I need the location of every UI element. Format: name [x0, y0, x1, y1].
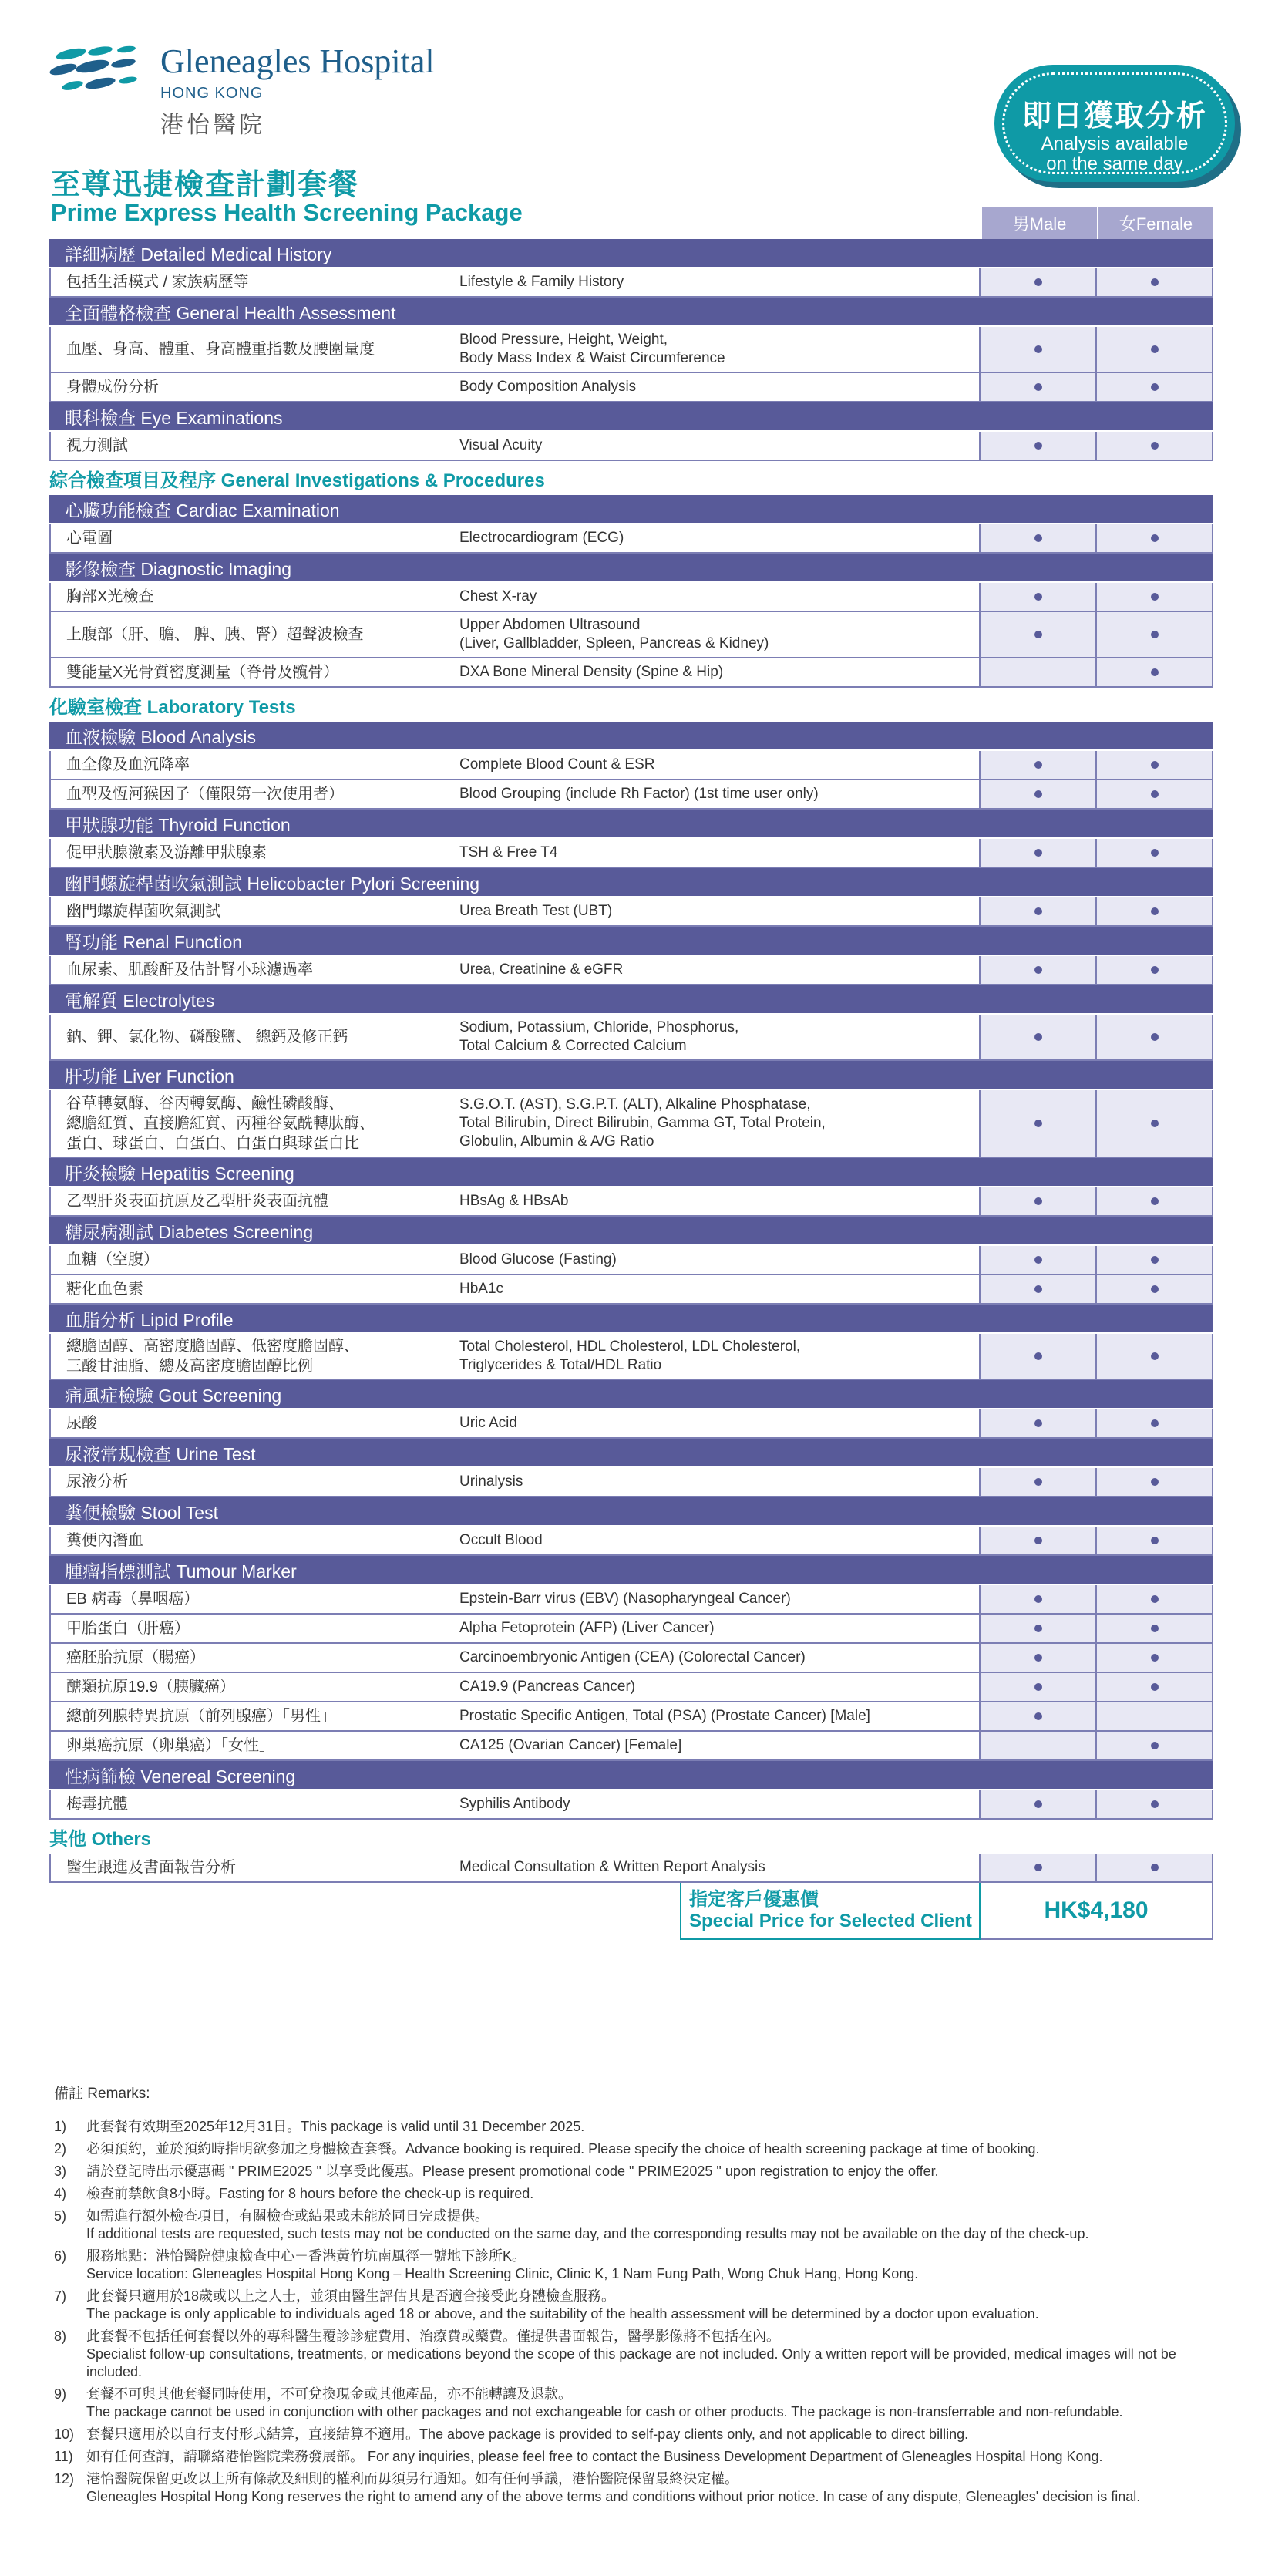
remark-text: 此套餐有效期至2025年12月31日。This package is valid until 31 December 2025. [86, 2119, 585, 2134]
remark-number: 10) [54, 2426, 75, 2442]
included-dot-icon [1034, 345, 1042, 353]
included-dot-icon [1151, 1256, 1159, 1264]
table-row [49, 1468, 1213, 1497]
price-label-en: Special Price for Selected Client [689, 1911, 972, 1931]
included-dot-icon [1151, 1595, 1159, 1603]
male-cell [979, 1334, 1095, 1379]
item-name-zh: 糖化血色素 [66, 1281, 143, 1298]
table-row [49, 327, 1213, 373]
item-name-en: TSH & Free T4 [459, 844, 558, 860]
price-label-zh: 指定客戶優惠價 [689, 1889, 819, 1910]
remark-item [54, 2288, 1226, 2323]
item-name-en: Urea, Creatinine & eGFR [459, 961, 624, 978]
included-dot-icon [1034, 1864, 1042, 1871]
remark-text: 請於登記時出示優惠碼 " PRIME2025 " 以享受此優惠。Please present promotional code " PRIME2025 " upon registration to enjoy the offer. [86, 2164, 939, 2179]
item-name-zh: 雙能量X光骨質密度測量（脊骨及髖骨） [66, 664, 339, 681]
female-cell [1095, 432, 1212, 460]
hospital-logo [48, 43, 435, 140]
item-name-zh: 血型及恆河猴因子（僅限第一次使用者） [66, 786, 344, 803]
section-heading: 化驗室檢查 Laboratory Tests [49, 697, 296, 718]
included-dot-icon [1034, 1712, 1042, 1720]
item-name-en: Uric Acid [459, 1415, 517, 1431]
included-dot-icon [1034, 278, 1042, 286]
included-dot-icon [1151, 383, 1159, 391]
remark-item [54, 2140, 1226, 2158]
male-cell [979, 524, 1095, 552]
category-header: 糖尿病測試 Diabetes Screening [49, 1217, 1213, 1246]
included-dot-icon [1034, 1033, 1042, 1041]
item-name-zh: 視力測試 [66, 437, 128, 454]
male-cell [979, 1644, 1095, 1672]
item-name-en: Prostatic Specific Antigen, Total (PSA) (Prostate Cancer) [Male] [459, 1708, 870, 1724]
included-dot-icon [1034, 761, 1042, 769]
male-cell [979, 1732, 1095, 1759]
included-dot-icon [1034, 442, 1042, 450]
remark-number: 8) [54, 2329, 67, 2344]
included-dot-icon [1034, 1256, 1042, 1264]
remark-text: 套餐只適用於以自行支付形式結算，直接結算不適用。The above package is provided to self-pay clients only, and not applicable to direct billing. [86, 2426, 969, 2442]
category-header: 性病篩檢 Venereal Screening [49, 1761, 1213, 1790]
item-name-zh: 梅毒抗體 [66, 1796, 128, 1813]
item-name-en: Epstein-Barr virus (EBV) (Nasopharyngeal Cancer) [459, 1591, 791, 1607]
female-cell [1095, 1854, 1212, 1881]
column-male: 男Male [981, 207, 1097, 239]
male-cell [979, 327, 1095, 372]
table-row [49, 1015, 1213, 1061]
item-name-en: Visual Acuity [459, 437, 543, 453]
table-row [49, 658, 1213, 688]
remark-item [54, 2448, 1226, 2466]
included-dot-icon [1151, 1352, 1159, 1360]
item-name-zh: 糞便內潛血 [66, 1532, 143, 1549]
item-name-en: Blood Glucose (Fasting) [459, 1251, 617, 1268]
package-title-zh: 至尊迅捷檢查計劃套餐 [51, 169, 360, 201]
male-cell [979, 897, 1095, 925]
female-cell [1095, 1527, 1212, 1554]
included-dot-icon [1151, 1537, 1159, 1544]
item-name-zh: 血全像及血沉降率 [66, 756, 190, 773]
remark-item [54, 2386, 1226, 2421]
included-dot-icon [1034, 1478, 1042, 1486]
category-header: 幽門螺旋桿菌吹氣測試 Helicobacter Pylori Screening [49, 868, 1213, 897]
female-cell [1095, 524, 1212, 552]
included-dot-icon [1151, 1033, 1159, 1041]
remark-item [54, 2185, 1226, 2203]
male-cell [979, 1585, 1095, 1613]
item-name-zh: 包括生活模式 / 家族病歷等 [66, 274, 249, 291]
included-dot-icon [1151, 1864, 1159, 1871]
male-cell [979, 780, 1095, 808]
male-cell [979, 1187, 1095, 1215]
item-name-en: Upper Abdomen Ultrasound (Liver, Gallbladder, Spleen, Pancreas & Kidney) [459, 617, 769, 652]
female-cell [1095, 1187, 1212, 1215]
remark-number: 7) [54, 2288, 67, 2304]
remarks-list [54, 2118, 1226, 2506]
remark-text: 港怡醫院保留更改以上所有條款及細則的權利而毋須另行通知。如有任何爭議，港怡醫院保留最終決定權。 Gleneagles Hospital Hong Kong reserves the right to amend any of the above terms and conditions without prior notice. In case of any dispute, Gleneagles' decision is final. [86, 2471, 1141, 2504]
item-name-zh: 鈉、鉀、氯化物、磷酸鹽、 總鈣及修正鈣 [66, 1029, 348, 1046]
item-name-en: Chest X-ray [459, 588, 537, 604]
price-label [680, 1883, 981, 1940]
column-headers [49, 207, 1213, 239]
item-name-en: HbA1c [459, 1281, 504, 1297]
female-cell [1095, 956, 1212, 984]
table-row [49, 1854, 1213, 1883]
table-row [49, 1585, 1213, 1615]
table-row [49, 268, 1213, 298]
table-row [49, 751, 1213, 780]
item-name-en: Medical Consultation & Written Report Analysis [459, 1859, 765, 1875]
included-dot-icon [1034, 1800, 1042, 1808]
category-header: 糞便檢驗 Stool Test [49, 1497, 1213, 1527]
item-name-zh: 血壓、身高、體重、身高體重指數及腰圍量度 [66, 341, 375, 358]
male-cell [979, 1468, 1095, 1496]
male-cell [979, 583, 1095, 611]
female-cell [1095, 1275, 1212, 1303]
female-cell [1095, 1585, 1212, 1613]
remark-number: 3) [54, 2164, 67, 2179]
table-row [49, 612, 1213, 658]
included-dot-icon [1034, 1683, 1042, 1691]
remark-item [54, 2328, 1226, 2381]
item-name-zh: 血糖（空腹） [66, 1251, 159, 1268]
included-dot-icon [1034, 1352, 1042, 1360]
table-row [49, 1409, 1213, 1439]
included-dot-icon [1034, 383, 1042, 391]
same-day-badge [994, 65, 1235, 182]
section-heading: 其他 Others [49, 1829, 152, 1850]
category-header: 全面體格檢查 General Health Assessment [49, 298, 1213, 327]
item-name-zh: 谷草轉氨酶、谷丙轉氨酶、鹼性磷酸酶、 總膽紅質、直接膽紅質、丙種谷氨酰轉肽酶、 蛋白、球蛋白、白蛋白、白蛋白與球蛋白比 [66, 1095, 375, 1152]
column-female: 女Female [1097, 207, 1213, 239]
male-cell [979, 1246, 1095, 1274]
female-cell [1095, 327, 1212, 372]
remark-number: 11) [54, 2449, 73, 2464]
remark-text: 如有任何查詢，請聯絡港怡醫院業務發展部。 For any inquiries, please feel free to contact the Business Development Department of Gleneagles Hospital Hong Kong. [86, 2449, 1103, 2464]
category-header: 腎功能 Renal Function [49, 927, 1213, 956]
female-cell [1095, 658, 1212, 686]
remark-number: 9) [54, 2386, 67, 2402]
included-dot-icon [1151, 1419, 1159, 1427]
table-row [49, 524, 1213, 554]
included-dot-icon [1034, 1120, 1042, 1127]
male-cell [979, 1275, 1095, 1303]
female-cell [1095, 1409, 1212, 1437]
category-header: 痛風症檢驗 Gout Screening [49, 1380, 1213, 1409]
package-title-en: Prime Express Health Screening Package [51, 199, 523, 226]
male-cell [979, 658, 1095, 686]
item-name-zh: 卵巢癌抗原（卵巢癌）「女性」 [66, 1737, 274, 1754]
page-header [0, 0, 1275, 224]
category-header: 尿液常規檢查 Urine Test [49, 1439, 1213, 1468]
remark-item [54, 2426, 1226, 2443]
included-dot-icon [1034, 849, 1042, 857]
brand-subtitle: HONG KONG [160, 85, 264, 102]
badge-title-zh: 即日獲取分析 [1021, 100, 1207, 133]
included-dot-icon [1034, 907, 1042, 915]
male-cell [979, 612, 1095, 657]
table-row [49, 780, 1213, 810]
item-name-zh: 胸部X光檢查 [66, 588, 154, 605]
male-cell [979, 1015, 1095, 1059]
item-name-zh: 幽門螺旋桿菌吹氣測試 [66, 903, 220, 920]
item-name-en: Body Composition Analysis [459, 379, 637, 395]
male-cell [979, 1790, 1095, 1818]
table-row [49, 897, 1213, 927]
female-cell [1095, 1090, 1212, 1157]
female-cell [1095, 1644, 1212, 1672]
remarks-section [54, 2082, 1226, 2510]
remark-item [54, 2248, 1226, 2283]
female-cell [1095, 268, 1212, 296]
remark-text: 服務地點：港怡醫院健康檢查中心－香港黃竹坑南風徑一號地下診所K。 Service location: Gleneagles Hospital Hong Kong – Health Screening Clinic, Clinic K, 1 Nam Fung Path, Wong Chuk Hang, Hong Kong. [86, 2248, 919, 2281]
category-header: 甲狀腺功能 Thyroid Function [49, 810, 1213, 839]
included-dot-icon [1151, 1683, 1159, 1691]
table-row [49, 1732, 1213, 1761]
included-dot-icon [1151, 442, 1159, 450]
remark-number: 4) [54, 2186, 67, 2201]
item-name-en: DXA Bone Mineral Density (Spine & Hip) [459, 664, 724, 680]
female-cell [1095, 1015, 1212, 1059]
male-cell [979, 1702, 1095, 1730]
remark-number: 2) [54, 2141, 67, 2157]
remark-text: 此套餐不包括任何套餐以外的專科醫生覆診診症費用、治療費或藥費。僅提供書面報告，醫學影像將不包括在內。 Specialist follow-up consultations, treatments, or medications beyond the scope of this package are not included. Only a written report will be provided, medical images will not be included. [86, 2329, 1176, 2379]
item-name-en: Occult Blood [459, 1532, 543, 1548]
category-header: 血脂分析 Lipid Profile [49, 1305, 1213, 1334]
female-cell [1095, 1615, 1212, 1642]
item-name-zh: 尿液分析 [66, 1473, 128, 1490]
item-name-en: Urinalysis [459, 1473, 523, 1490]
category-header: 詳細病歷 Detailed Medical History [49, 239, 1213, 268]
male-cell [979, 1615, 1095, 1642]
item-name-en: Blood Pressure, Height, Weight, Body Mass Index & Waist Circumference [459, 332, 725, 366]
category-header: 心臟功能檢查 Cardiac Examination [49, 495, 1213, 524]
remark-text: 檢查前禁飲食8小時。Fasting for 8 hours before the check-up is required. [86, 2186, 534, 2201]
table-row [49, 1334, 1213, 1380]
item-name-en: Alpha Fetoprotein (AFP) (Liver Cancer) [459, 1620, 715, 1636]
included-dot-icon [1034, 966, 1042, 974]
table-row [49, 1673, 1213, 1702]
item-name-zh: 醫生跟進及書面報告分析 [66, 1859, 236, 1876]
female-cell [1095, 373, 1212, 401]
included-dot-icon [1151, 278, 1159, 286]
table-row [49, 1275, 1213, 1305]
table-row [49, 1090, 1213, 1158]
included-dot-icon [1151, 790, 1159, 798]
included-dot-icon [1151, 1800, 1159, 1808]
included-dot-icon [1151, 534, 1159, 542]
included-dot-icon [1151, 1478, 1159, 1486]
female-cell [1095, 1702, 1212, 1730]
included-dot-icon [1151, 1742, 1159, 1749]
table-row [49, 1246, 1213, 1275]
table-row [49, 432, 1213, 461]
category-header: 肝炎檢驗 Hepatitis Screening [49, 1158, 1213, 1187]
female-cell [1095, 1468, 1212, 1496]
included-dot-icon [1034, 1285, 1042, 1293]
female-cell [1095, 1246, 1212, 1274]
male-cell [979, 1854, 1095, 1881]
table-body [49, 239, 1213, 1883]
price-row [49, 1883, 1213, 1940]
item-name-en: Blood Grouping (include Rh Factor) (1st time user only) [459, 786, 819, 802]
remark-text: 必須預約，並於預約時指明欲參加之身體檢查套餐。Advance booking is required. Please specify the choice of health screening package at time of booking. [86, 2141, 1040, 2157]
included-dot-icon [1151, 1625, 1159, 1632]
category-header: 腫瘤指標測試 Tumour Marker [49, 1556, 1213, 1585]
male-cell [979, 839, 1095, 867]
included-dot-icon [1034, 631, 1042, 638]
item-name-en: Syphilis Antibody [459, 1796, 570, 1812]
item-name-en: HBsAg & HBsAb [459, 1193, 569, 1209]
table-row [49, 1644, 1213, 1673]
included-dot-icon [1034, 1625, 1042, 1632]
included-dot-icon [1151, 1285, 1159, 1293]
category-header: 血液檢驗 Blood Analysis [49, 722, 1213, 751]
item-name-zh: 血尿素、肌酸酐及估計腎小球濾過率 [66, 961, 313, 978]
remark-item [54, 2470, 1226, 2506]
table-row [49, 373, 1213, 402]
female-cell [1095, 1334, 1212, 1379]
female-cell [1095, 751, 1212, 779]
section-heading: 綜合檢查項目及程序 General Investigations & Procedures [49, 470, 545, 491]
included-dot-icon [1034, 1537, 1042, 1544]
item-name-zh: 總膽固醇、高密度膽固醇、低密度膽固醇、 三酸甘油脂、總及高密度膽固醇比例 [66, 1338, 359, 1375]
category-header: 電解質 Electrolytes [49, 985, 1213, 1015]
male-cell [979, 1409, 1095, 1437]
item-name-zh: 尿酸 [66, 1415, 97, 1432]
item-name-en: Urea Breath Test (UBT) [459, 903, 613, 919]
remark-number: 1) [54, 2119, 67, 2134]
item-name-zh: 促甲狀腺激素及游離甲狀腺素 [66, 844, 267, 861]
included-dot-icon [1034, 1654, 1042, 1662]
included-dot-icon [1151, 668, 1159, 676]
item-name-en: Sodium, Potassium, Chloride, Phosphorus, Total Calcium & Corrected Calcium [459, 1019, 739, 1054]
item-name-zh: 癌胚胎抗原（腸癌） [66, 1649, 205, 1666]
included-dot-icon [1151, 345, 1159, 353]
female-cell [1095, 839, 1212, 867]
female-cell [1095, 612, 1212, 657]
remark-text: 此套餐只適用於18歲或以上之人士，並須由醫生評估其是否適合接受此身體檢查服務。 The package is only applicable to individuals aged 18 or above, and the suitability of the health assessment will be determined by a doctor upon evaluation. [86, 2288, 1039, 2322]
female-cell [1095, 897, 1212, 925]
category-header: 肝功能 Liver Function [49, 1061, 1213, 1090]
item-name-en: CA125 (Ovarian Cancer) [Female] [459, 1737, 682, 1753]
male-cell [979, 373, 1095, 401]
included-dot-icon [1151, 593, 1159, 601]
item-name-zh: 身體成份分析 [66, 379, 159, 396]
item-name-zh: 甲胎蛋白（肝癌） [66, 1620, 190, 1637]
male-cell [979, 751, 1095, 779]
table-row [49, 839, 1213, 868]
included-dot-icon [1034, 1197, 1042, 1205]
category-header: 影像檢查 Diagnostic Imaging [49, 554, 1213, 583]
male-cell [979, 1527, 1095, 1554]
remark-number: 6) [54, 2248, 67, 2264]
item-name-en: Lifestyle & Family History [459, 274, 624, 290]
price-value: HK$4,180 [981, 1883, 1213, 1940]
included-dot-icon [1034, 790, 1042, 798]
female-cell [1095, 1673, 1212, 1701]
included-dot-icon [1151, 907, 1159, 915]
included-dot-icon [1151, 966, 1159, 974]
included-dot-icon [1151, 761, 1159, 769]
category-header: 眼科檢查 Eye Examinations [49, 402, 1213, 432]
table-row [49, 1615, 1213, 1644]
badge-line-2: on the same day [1046, 153, 1183, 174]
item-name-zh: 乙型肝炎表面抗原及乙型肝炎表面抗體 [66, 1193, 328, 1210]
included-dot-icon [1151, 1654, 1159, 1662]
item-name-en: CA19.9 (Pancreas Cancer) [459, 1679, 636, 1695]
item-name-zh: 上腹部（肝、膽、 脾、胰、腎）超聲波檢查 [66, 626, 364, 643]
remarks-title: 備註 Remarks: [54, 2086, 150, 2102]
table-row [49, 956, 1213, 985]
item-name-zh: 醣類抗原19.9（胰臟癌） [66, 1679, 235, 1695]
item-name-en: Total Cholesterol, HDL Cholesterol, LDL Cholesterol, Triglycerides & Total/HDL Ratio [459, 1339, 801, 1373]
male-cell [979, 432, 1095, 460]
female-cell [1095, 583, 1212, 611]
female-cell [1095, 780, 1212, 808]
item-name-zh: 心電圖 [66, 530, 113, 547]
table-row [49, 1790, 1213, 1820]
brand-name: Gleneagles Hospital [160, 42, 435, 80]
male-cell [979, 1673, 1095, 1701]
remark-number: 5) [54, 2208, 67, 2224]
remark-text: 套餐不可與其他套餐同時使用，不可兌換現金或其他產品，亦不能轉讓及退款。 The package cannot be used in conjunction with other packages and not exchangeable for cash or other products. The package is non-transferrable and non-refundable. [86, 2386, 1123, 2419]
female-cell [1095, 1790, 1212, 1818]
included-dot-icon [1151, 631, 1159, 638]
remark-item [54, 2118, 1226, 2136]
male-cell [979, 956, 1095, 984]
screening-table [49, 207, 1213, 1940]
table-row [49, 1702, 1213, 1732]
item-name-en: Complete Blood Count & ESR [459, 756, 655, 773]
remark-text: 如需進行額外檢查項目，有關檢查或結果或未能於同日完成提供。 If additional tests are requested, such tests may not be conducted on the same day, and the corresponding results may not be available on the day of the check-up. [86, 2208, 1089, 2241]
item-name-en: S.G.O.T. (AST), S.G.P.T. (ALT), Alkaline Phosphatase, Total Bilirubin, Direct Bilirubin, Gamma GT, Total Protein, Globulin, Albumin & A/G Ratio [459, 1096, 826, 1150]
remark-number: 12) [54, 2471, 75, 2487]
table-row [49, 1187, 1213, 1217]
item-name-en: Electrocardiogram (ECG) [459, 530, 624, 546]
item-name-zh: 總前列腺特異抗原（前列腺癌）「男性」 [66, 1708, 336, 1725]
logo-mark-icon [48, 43, 148, 105]
item-name-en: Carcinoembryonic Antigen (CEA) (Colorectal Cancer) [459, 1649, 806, 1665]
male-cell [979, 268, 1095, 296]
included-dot-icon [1151, 1197, 1159, 1205]
included-dot-icon [1034, 1595, 1042, 1603]
item-name-zh: EB 病毒（鼻咽癌） [66, 1591, 200, 1608]
remark-item [54, 2163, 1226, 2180]
badge-line-1: Analysis available [1041, 133, 1189, 154]
included-dot-icon [1151, 849, 1159, 857]
included-dot-icon [1034, 534, 1042, 542]
included-dot-icon [1034, 1419, 1042, 1427]
included-dot-icon [1034, 593, 1042, 601]
table-row [49, 1527, 1213, 1556]
remark-item [54, 2207, 1226, 2243]
included-dot-icon [1151, 1120, 1159, 1127]
brand-name-zh: 港怡醫院 [160, 113, 265, 138]
male-cell [979, 1090, 1095, 1157]
table-row [49, 583, 1213, 612]
female-cell [1095, 1732, 1212, 1759]
